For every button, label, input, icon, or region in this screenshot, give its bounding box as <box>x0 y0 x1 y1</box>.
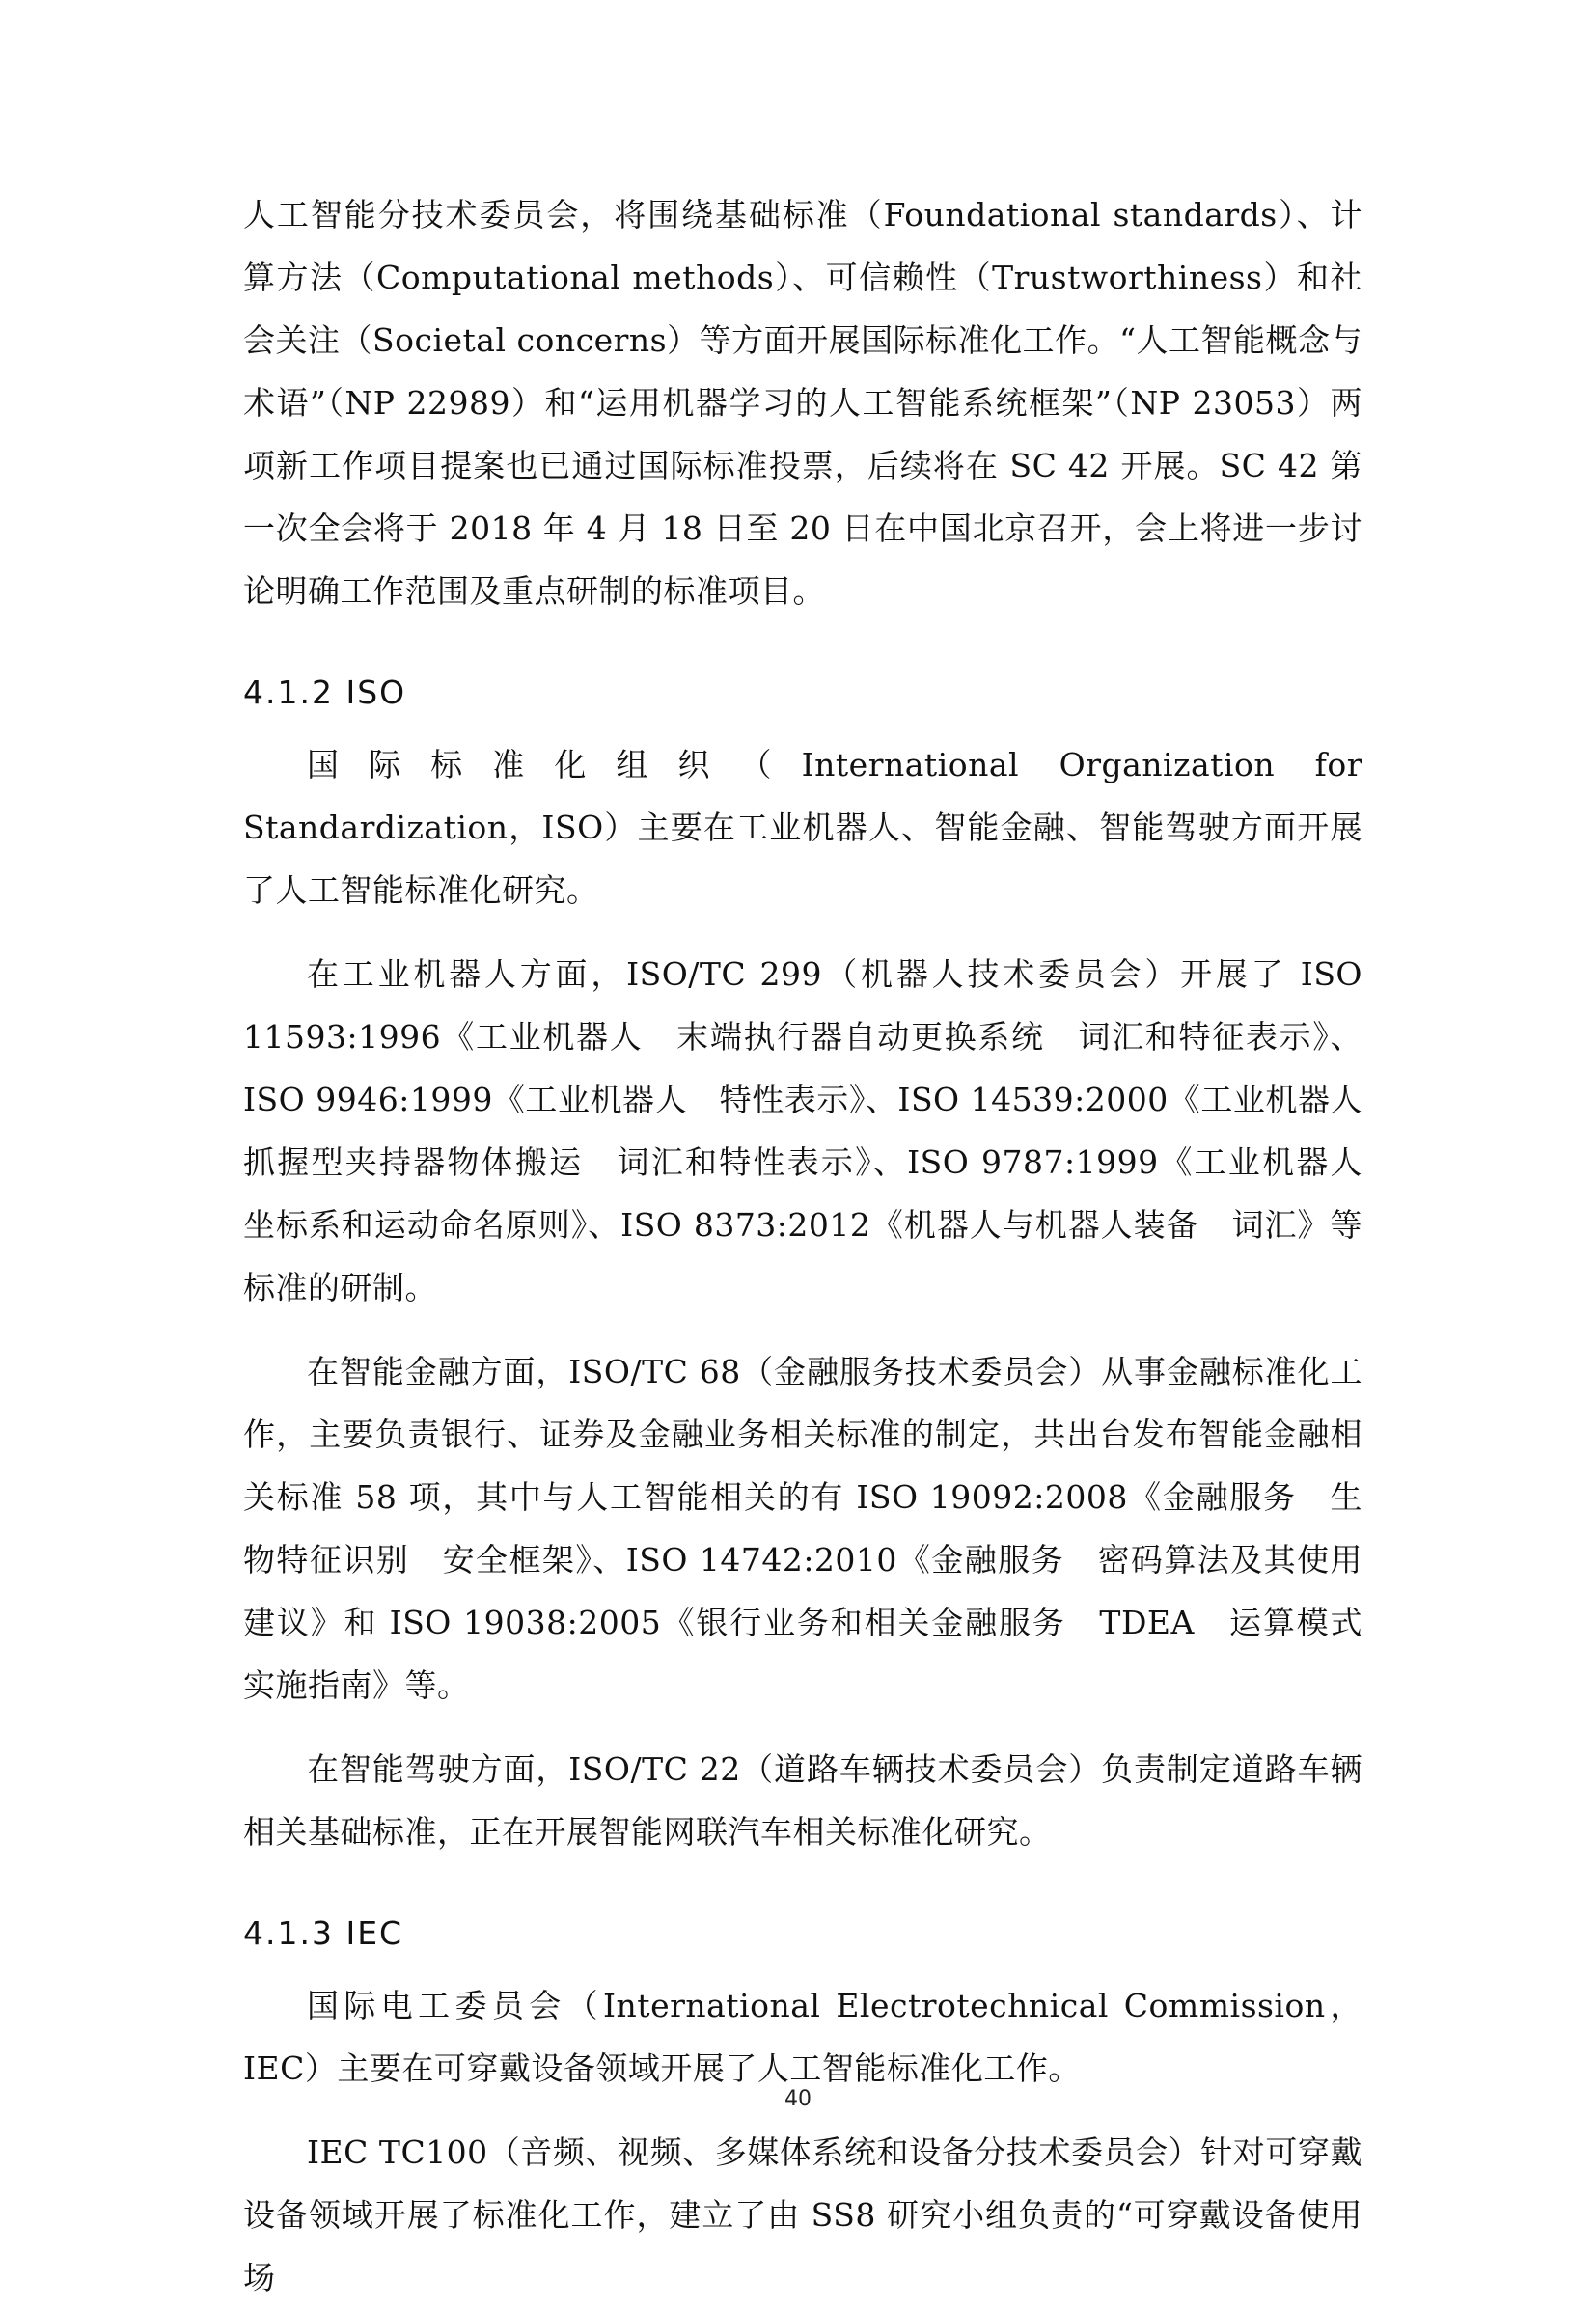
paragraph-iso-finance: 在智能金融方面，ISO/TC 68（金融服务技术委员会）从事金融标准化工作，主要负责银行、证券及金融业务相关标准的制定，共出台发布智能金融相关标准 58 项，其中与人工智能相关的有 ISO 19092:2008《金融服务 生物特征识别 安全框架》、ISO 14742:2010《金融服务 密码算法及其使用建议》和 ISO 19038:2005《银行业务和相关金融服务 TDEA 运算模式 实施指南》等。 <box>243 1353 1395 1704</box>
paragraph-iec-intro: 国际电工委员会（International Electrotechnical Commission，IEC）主要在可穿戴设备领域开展了人工智能标准化工作。 <box>243 1987 1362 2087</box>
heading-iso: 4.1.2 ISO <box>243 673 407 711</box>
paragraph-iso-driving: 在智能驾驶方面，ISO/TC 22（道路车辆技术委员会）负责制定道路车辆相关基础标准，正在开展智能网联汽车相关标准化研究。 <box>243 1750 1362 1851</box>
paragraph-sc42-intro: 人工智能分技术委员会，将围绕基础标准（Foundational standards）、计算方法（Computational methods）、可信赖性（Trustworthiness）和社会关注（Societal concerns）等方面开展国际标准化工作。“人工智能概念与术语”（NP 22989）和“运用机器学习的人工智能系统框架”（NP 23053）两项新工作项目提案也已通过国际标准投票，后续将在 SC 42 开展。SC 42 第一次全会将于 2018 年 4 月 18 日至 20 日在中国北京召开，会上将进一步讨论明确工作范围及重点研制的标准项目。 <box>243 196 1362 610</box>
paragraph-iso-robot: 在工业机器人方面，ISO/TC 299（机器人技术委员会）开展了 ISO 11593:1996《工业机器人 末端执行器自动更换系统 词汇和特征表示》、ISO 9946:1999《工业机器人 特性表示》、ISO 14539:2000《工业机器人 抓握型夹持器物体搬运 词汇和特性表示》、ISO 9787:1999《工业机器人 坐标系和运动命名原则》、ISO 8373:2012《机器人与机器人装备 词汇》等标准的研制。 <box>243 955 1395 1306</box>
page-number: 40 <box>784 2087 812 2111</box>
document-body <box>243 183 1395 2309</box>
paragraph-iso-intro: 国际标准化组织（International Organization for Standardization，ISO）主要在工业机器人、智能金融、智能驾驶方面开展了人工智能标准化研究。 <box>243 746 1362 909</box>
heading-iec: 4.1.3 IEC <box>243 1914 404 1952</box>
paragraph-iec-tc100: IEC TC100（音频、视频、多媒体系统和设备分技术委员会）针对可穿戴设备领域开展了标准化工作，建立了由 SS8 研究小组负责的“可穿戴设备使用场 <box>243 2133 1362 2296</box>
